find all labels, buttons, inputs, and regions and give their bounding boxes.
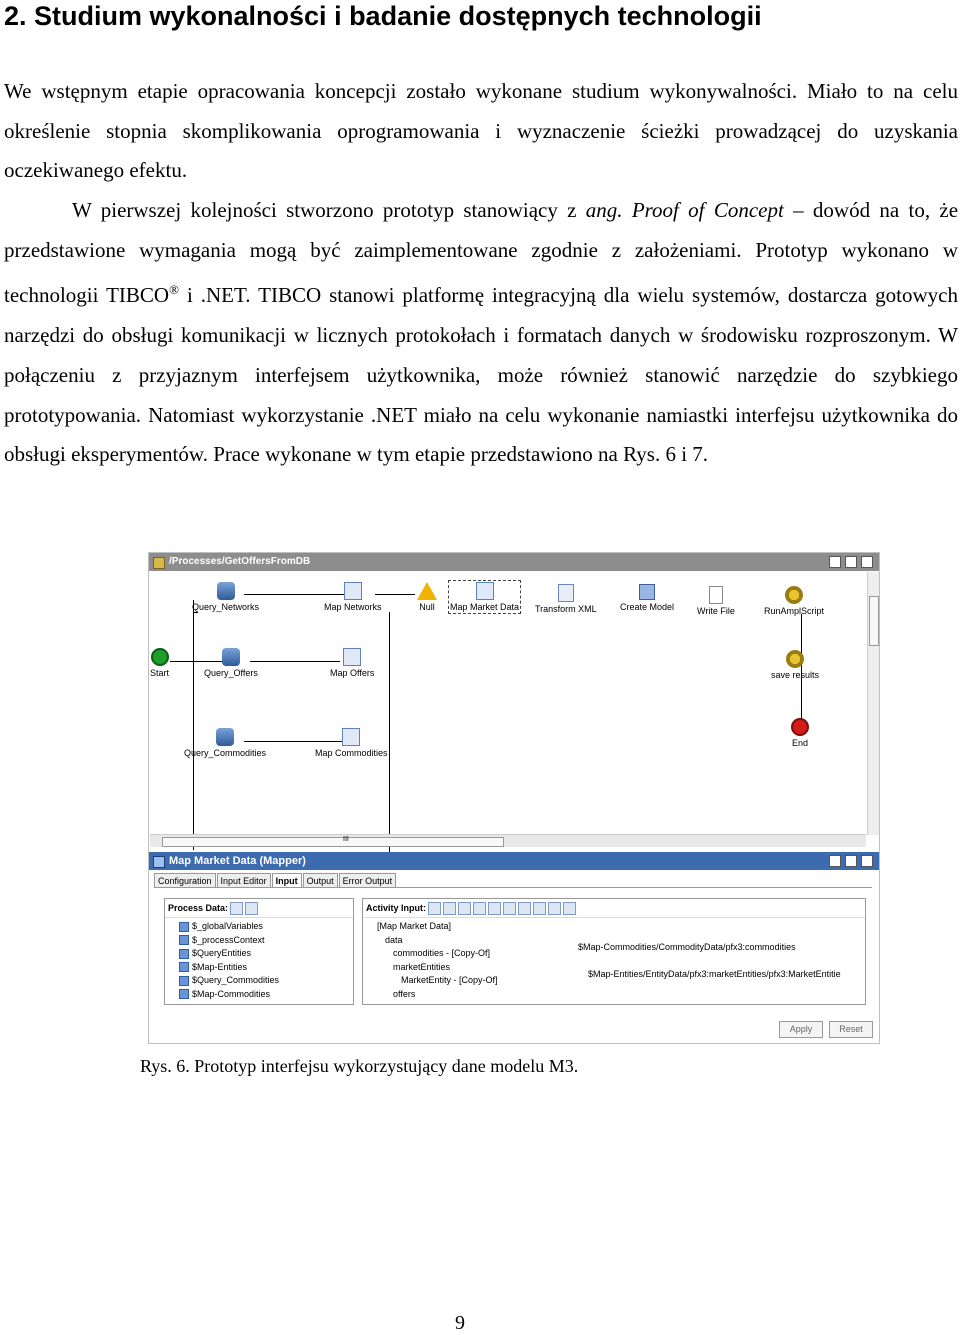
end-icon [791,718,809,736]
canvas-vertical-scrollbar[interactable] [867,572,879,835]
item-label: $Map-Entities [192,961,248,972]
paragraph-prototype [4,191,958,475]
process-title: /Processes/GetOffersFromDB [169,556,311,567]
minimize-icon[interactable] [845,855,857,867]
move-right-icon[interactable] [488,902,501,915]
database-icon [216,728,234,746]
transition [250,661,340,662]
scroll-grip: III [343,836,349,843]
node-query-offers[interactable] [204,648,258,678]
expand-icon[interactable] [518,902,531,915]
mapper-icon [342,728,360,746]
process-data-item[interactable] [165,934,353,948]
warning-icon [417,582,437,600]
process-data-header [165,899,353,918]
node-label: Map Offers [330,668,375,678]
process-canvas[interactable] [150,572,866,837]
node-label: End [791,738,808,748]
item-label: marketEntities [393,961,451,972]
restore-icon[interactable] [829,556,841,568]
node-label: Query_Offers [204,668,258,678]
item-label: $Query_Commodities [192,975,280,985]
item-label: [Map Market Data] [377,921,452,931]
node-map-offers[interactable] [330,648,374,678]
insert-icon[interactable] [428,902,441,915]
mapper-title: Map Market Data (Mapper) [169,855,306,867]
check-icon[interactable] [548,902,561,915]
restore-icon[interactable] [829,855,841,867]
paragraph-text: i .NET. TIBCO stanowi platformę integracyjną dla wielu systemów, dostarcza gotowych narzędzi do obsługi komunikacji w licznych protokołach i formatach danych w środowisku rozproszonym. W połączeniu z przyjaznym interfejsem użytkownika, może również stanowić narzędzie do szybkiego prototypowania. Natomiast wykorzystanie .NET miało na celu wykonanie namiastki interfejsu użytkownika do obsługi eksperymentów. Prace wykonane w tym etapie przedstawiono na Rys. 6 i 7. [4,283,958,467]
node-query-commodities[interactable] [184,728,266,758]
node-label: save results [771,670,820,680]
node-label: Map Commodities [315,748,388,758]
file-icon [709,586,723,604]
node-create-model[interactable] [620,584,674,612]
transition [194,612,198,613]
process-data-label: Process Data: [168,902,229,913]
activity-input-item[interactable] [363,920,865,934]
node-label: Null [419,602,435,612]
page-number: 9 [455,1312,465,1334]
delete-icon[interactable] [503,902,516,915]
variable-icon [179,962,189,972]
node-null[interactable] [417,582,437,612]
scroll-thumb[interactable] [869,596,879,646]
tab-input[interactable]: Input [272,873,302,888]
canvas-horizontal-scrollbar[interactable] [150,834,866,847]
process-icon [153,557,165,569]
node-map-networks[interactable] [324,582,382,612]
help-icon[interactable] [245,902,258,915]
maximize-icon[interactable] [861,556,873,568]
process-data-item[interactable] [165,961,353,975]
gear-icon [785,586,803,604]
mapper-icon [343,648,361,666]
node-label: Map Networks [324,602,382,612]
node-label: RunAmplScript [764,606,825,616]
process-titlebar [149,553,879,571]
node-label: Query_Commodities [184,748,267,758]
variable-icon [179,922,189,932]
mapper-icon [344,582,362,600]
mapper-panel [154,887,872,1016]
node-start[interactable] [150,648,169,678]
figure-screenshot [148,552,880,1044]
apply-button[interactable]: Apply [779,1021,823,1038]
node-run-ampl-script[interactable] [764,586,824,616]
xml-icon [558,584,574,602]
variable-icon [179,935,189,945]
item-label: $QueryEntities [192,948,252,958]
space [623,198,632,222]
term-proof-of-concept: Proof of Concept [631,198,784,222]
node-write-file[interactable] [697,586,735,616]
process-data-item[interactable] [165,947,353,961]
figure-caption: Rys. 6. Prototyp interfejsu wykorzystujący dane modelu M3. [140,1056,579,1076]
node-transform-xml[interactable] [535,584,597,614]
variable-icon [179,949,189,959]
item-label: $_globalVariables [192,921,263,931]
activity-input-item[interactable] [363,988,865,1002]
node-label: Start [150,668,170,678]
database-icon [222,648,240,666]
node-save-results[interactable] [771,650,819,680]
item-label: MarketEntity - [Copy-Of] [401,975,498,985]
activity-input-pane [362,898,866,1005]
variable-icon [179,989,189,999]
mapping-expression[interactable]: $Map-Entities/EntityData/pfx3:marketEntities/pfx3:MarketEntitie [588,969,841,979]
activity-input-header [363,899,865,918]
collapse-icon[interactable] [533,902,546,915]
item-label: $_processContext [192,934,265,945]
activity-input-label: Activity Input: [366,902,426,913]
model-icon [639,584,655,600]
mapper-titlebar [149,852,879,870]
scroll-thumb[interactable] [162,837,504,847]
transition [389,612,390,852]
node-map-market-data[interactable] [450,582,519,612]
tab-error-output[interactable]: Error Output [339,873,397,888]
tab-configuration[interactable]: Configuration [154,873,216,888]
item-label: commodities - [Copy-Of] [393,948,491,958]
process-data-item[interactable] [165,974,353,988]
mapper-tabs [154,873,397,887]
minimize-icon[interactable] [845,556,857,568]
item-label: $Map-Commodities [192,988,271,999]
node-end[interactable] [791,718,809,748]
node-query-networks[interactable] [192,582,259,612]
tab-input-editor[interactable]: Input Editor [217,873,271,888]
section-heading: 2. Studium wykonalności i badanie dostępnych technologii [4,1,762,31]
move-up-icon[interactable] [443,902,456,915]
paragraph-feasibility: We wstępnym etapie opracowania koncepcji zostało wykonane studium wykonywalności. Miało to na celu określenie stopnia skomplikowania oprogramowania i wyznaczenie ścieżki prowadzącej do uzyskania oczekiwanego efektu. [4,79,958,183]
start-icon [151,648,169,666]
paragraph-text: W pierwszej kolejności stworzono prototyp stanowiący z [72,198,586,222]
filter-icon[interactable] [230,902,243,915]
mapper-icon [476,582,494,600]
node-label: Write File [697,606,735,616]
item-label: data [385,934,403,945]
process-data-item[interactable] [165,988,353,1002]
reset-button[interactable]: Reset [829,1021,873,1038]
database-icon [217,582,235,600]
alert-icon[interactable] [563,902,576,915]
tab-output[interactable]: Output [303,873,338,888]
node-label: Create Model [620,602,675,612]
paragraph-text: – dowód na to, że przedstawione wymagania mogą być zaimplementowane zgodnie z założeniami. Prototyp wykonano w technologii TIBCO [4,198,959,308]
move-left-icon[interactable] [473,902,486,915]
maximize-icon[interactable] [861,855,873,867]
transition [193,600,194,850]
move-down-icon[interactable] [458,902,471,915]
item-label: offers [393,988,416,999]
abbrev-ang: ang. [585,198,623,222]
process-data-item[interactable] [165,920,353,934]
mapping-expression[interactable]: $Map-Commodities/CommodityData/pfx3:commodities [578,942,796,952]
node-label: Map Market Data [450,602,520,612]
gear-icon [786,650,804,668]
process-data-pane [164,898,354,1005]
node-label: Query_Networks [192,602,260,612]
node-map-commodities[interactable] [315,728,388,758]
variable-icon [179,976,189,986]
node-label: Transform XML [535,604,597,614]
registered-mark: ® [169,282,179,298]
mapper-window-icon [153,856,165,868]
